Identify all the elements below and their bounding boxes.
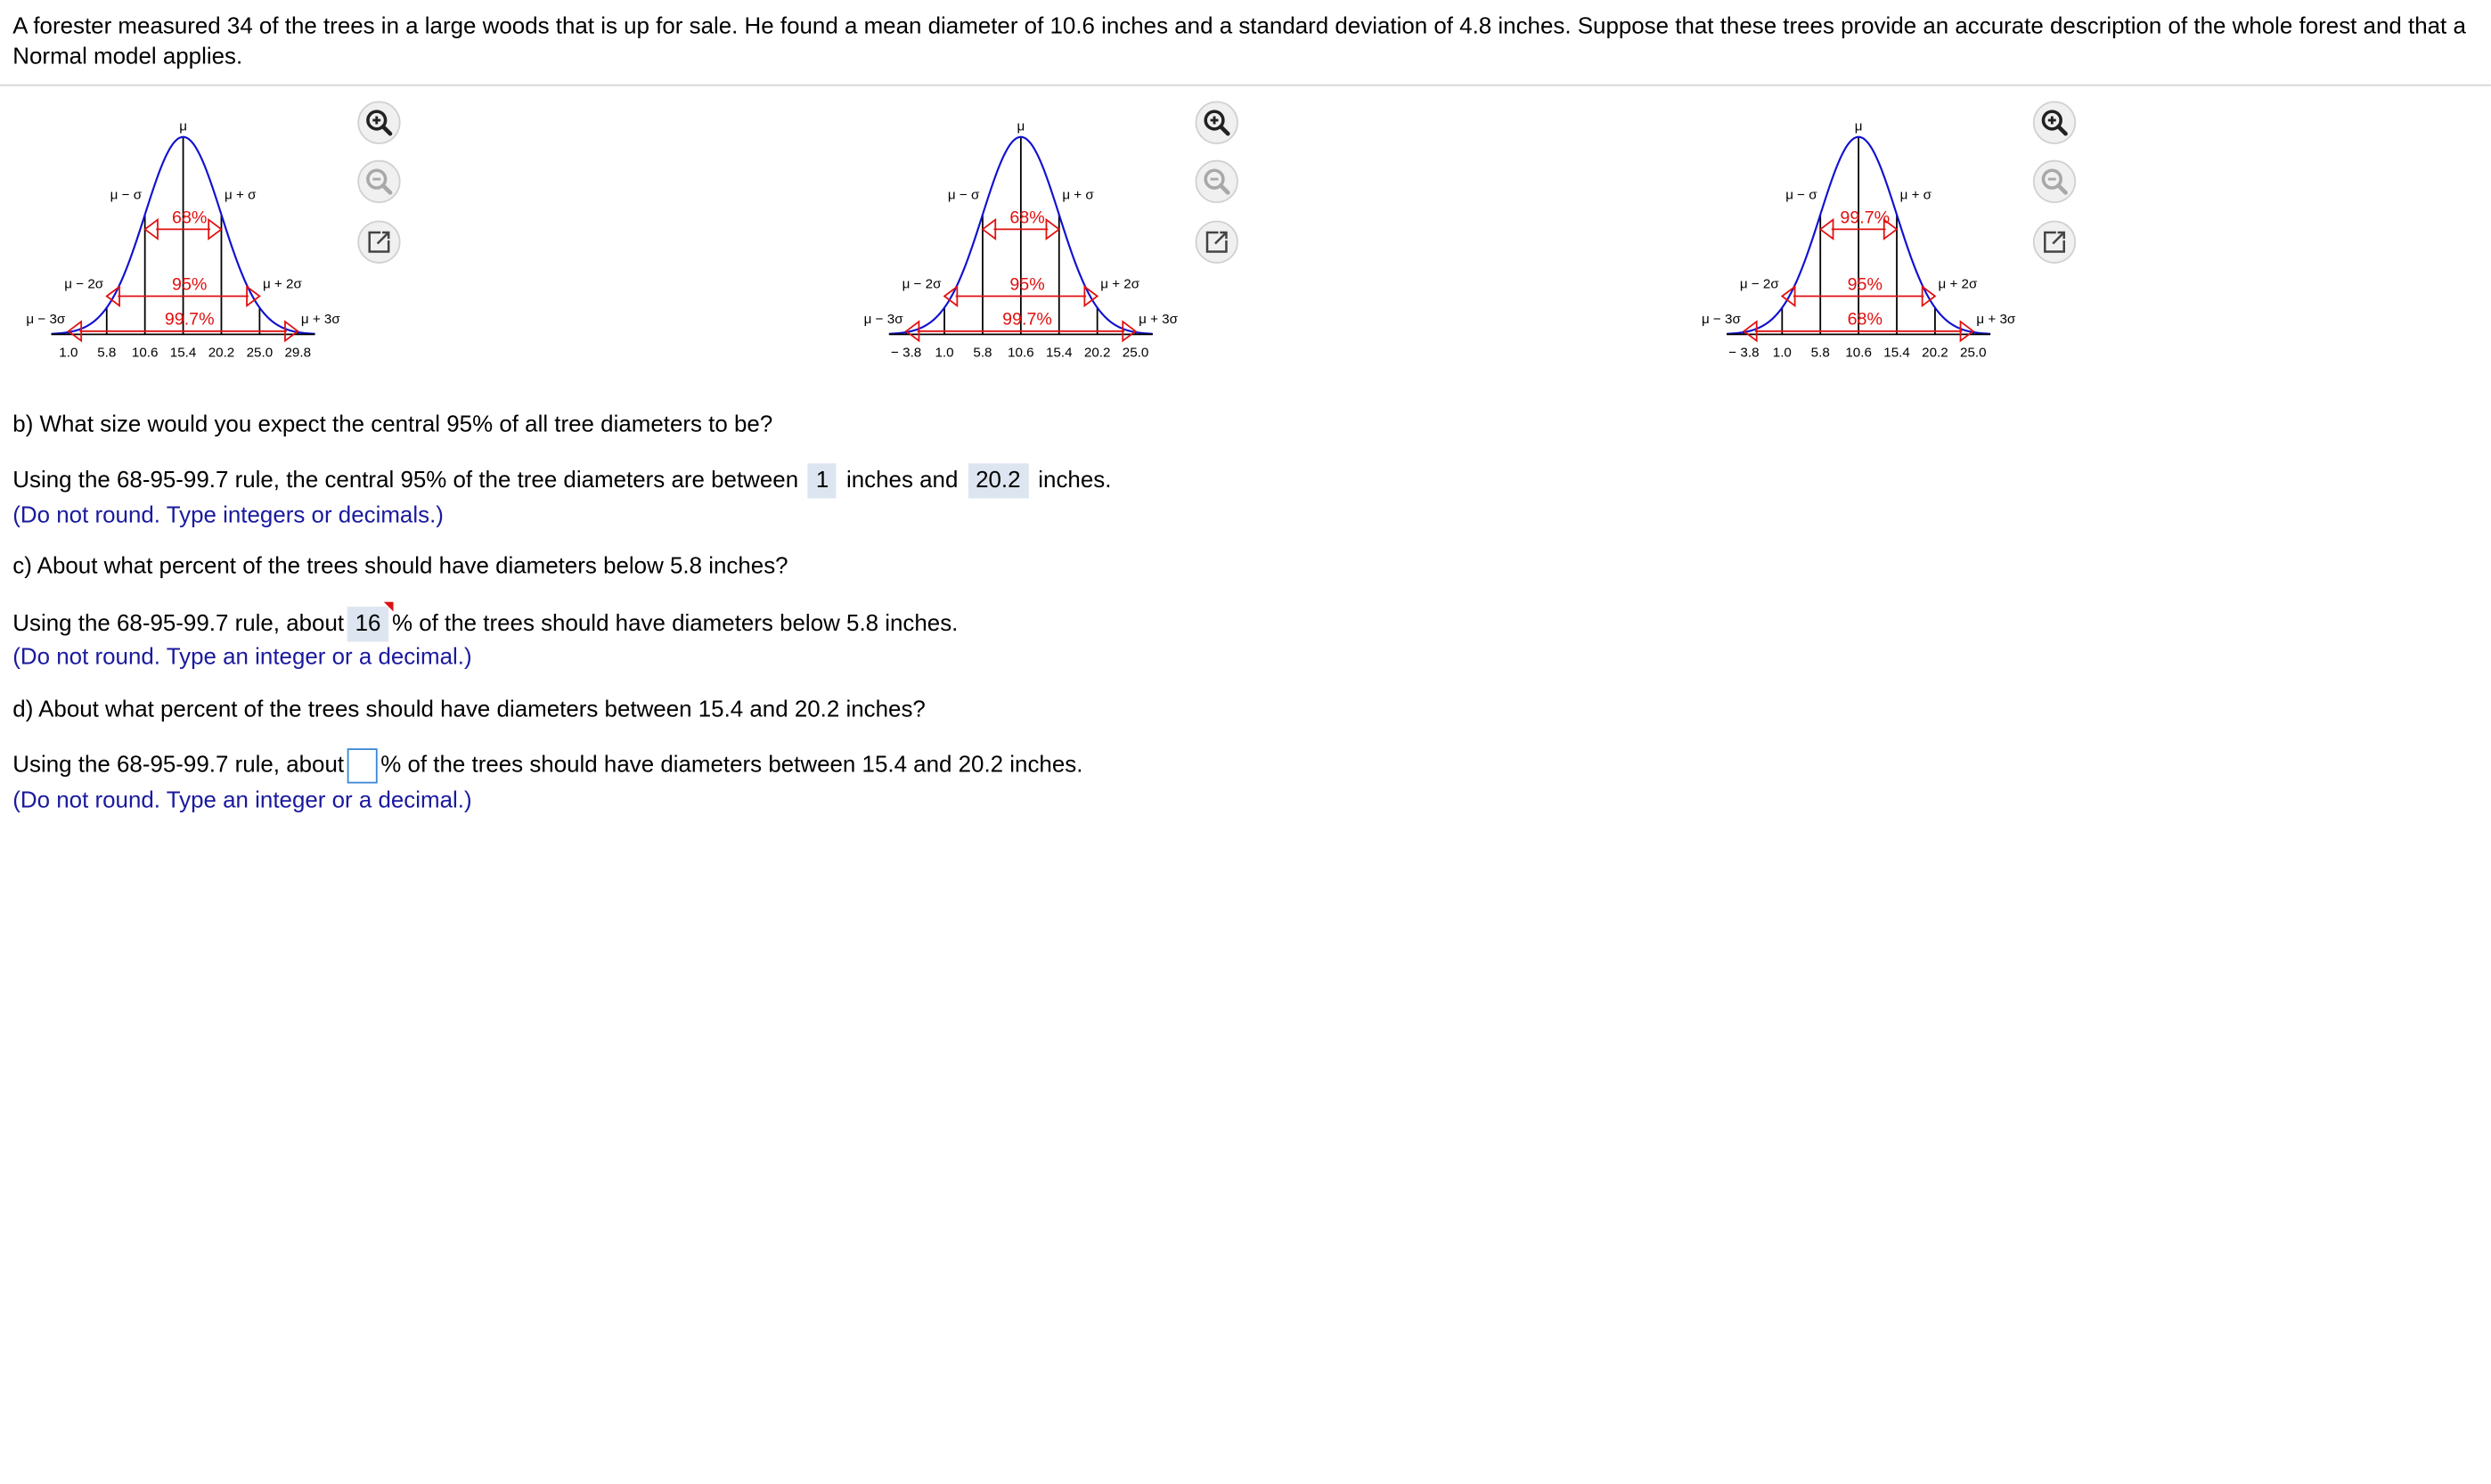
part-d-sentence-end: % of the trees should have diameters between 15.4 and 20.2 inches.	[380, 753, 1083, 779]
part-d-note: (Do not round. Type an integer or a decimal.)	[12, 787, 472, 814]
middle-arrow-label: 95%	[1009, 274, 1045, 295]
part-c-question: c) About what percent of the trees should have diameters below 5.8 inches?	[12, 554, 788, 580]
zoom-in-button[interactable]	[2030, 99, 2079, 147]
zoom-in-button[interactable]	[1193, 99, 1241, 147]
zoom-in-icon[interactable]	[2030, 99, 2079, 147]
tick-label: 5.8	[973, 345, 992, 361]
popout-icon[interactable]	[1193, 218, 1241, 266]
part-d-sentence	[12, 748, 1082, 783]
tick-label: − 3.8	[1728, 345, 1760, 361]
tick-label: 20.2	[1922, 345, 1948, 361]
tick-label: 15.4	[1045, 345, 1073, 361]
button-face	[2034, 102, 2075, 143]
zoom-in-icon[interactable]	[1193, 99, 1241, 147]
middle-arrow-label: 95%	[172, 274, 208, 295]
tick-label: 25.0	[1122, 345, 1149, 361]
mu-minus-2sigma-label: μ − 2σ	[64, 276, 104, 292]
part-d-sentence-start: Using the 68-95-99.7 rule, about	[12, 753, 345, 779]
mu-plus-3sigma-label: μ + 3σ	[1139, 311, 1179, 327]
button-face	[358, 161, 399, 202]
tick-label: 25.0	[246, 345, 274, 361]
mu-plus-sigma-label: μ + σ	[1062, 187, 1094, 203]
tick-label: 20.2	[1083, 345, 1111, 361]
mu-plus-2sigma-label: μ + 2σ	[1938, 276, 1978, 292]
problem-statement: A forester measured 34 of the trees in a large woods that is up for sale. He found a mean diameter of 10.6 inches and a standard deviation of 4.8 inches. Suppose that these trees provide an accurate description of the whole forest and that a Normal model applies.	[12, 14, 2466, 70]
zoom-out-icon[interactable]	[355, 158, 404, 206]
outer-arrow-label: 68%	[1847, 309, 1883, 330]
zoom-out-button[interactable]	[2030, 158, 2079, 206]
normal-model-option-3[interactable]	[1701, 99, 2121, 370]
popout-button[interactable]	[2030, 218, 2079, 266]
mu-plus-sigma-label: μ + σ	[225, 187, 257, 203]
inner-arrow-head-left	[983, 220, 995, 239]
popout-icon[interactable]	[2030, 218, 2079, 266]
popout-button[interactable]	[1193, 218, 1241, 266]
popout-button[interactable]	[355, 218, 404, 266]
zoom-out-icon[interactable]	[2030, 158, 2079, 206]
part-c-sentence-start: Using the 68-95-99.7 rule, about	[12, 611, 345, 638]
mu-label: μ	[1854, 118, 1863, 135]
tick-label: 1.0	[1772, 345, 1792, 361]
tick-label: 5.8	[97, 345, 117, 361]
part-d-question: d) About what percent of the trees should have diameters between 15.4 and 20.2 inches?	[12, 697, 926, 723]
part-d-answer-input[interactable]	[347, 748, 378, 783]
mu-label: μ	[1017, 118, 1025, 135]
part-c-answer[interactable]: 16	[347, 607, 389, 641]
zoom-out-button[interactable]	[355, 158, 404, 206]
mu-minus-2sigma-label: μ − 2σ	[902, 276, 942, 292]
normal-model-option-2[interactable]	[863, 99, 1284, 370]
tick-label: 15.4	[169, 345, 197, 361]
mu-minus-2sigma-label: μ − 2σ	[1739, 276, 1779, 292]
button-face	[2034, 161, 2075, 202]
tick-label: 25.0	[1960, 345, 1987, 361]
zoom-out-button[interactable]	[1193, 158, 1241, 206]
mu-minus-sigma-label: μ − σ	[947, 187, 980, 203]
part-b-sentence	[12, 463, 1111, 498]
divider	[0, 85, 2491, 86]
part-c-sentence-end: % of the trees should have diameters below 5.8 inches.	[391, 611, 959, 638]
middle-arrow-label: 95%	[1847, 274, 1883, 295]
tick-label: 10.6	[131, 345, 159, 361]
mu-minus-3sigma-label: μ − 3σ	[863, 311, 903, 327]
part-c-sentence	[12, 607, 958, 641]
popout-icon[interactable]	[355, 218, 404, 266]
tick-label: 5.8	[1810, 345, 1830, 361]
part-b-question: b) What size would you expect the central 95% of all tree diameters to be?	[12, 412, 773, 438]
mu-minus-sigma-label: μ − σ	[110, 187, 143, 203]
inner-arrow-label: 68%	[172, 208, 208, 228]
mu-minus-sigma-label: μ − σ	[1785, 187, 1817, 203]
tick-label: 29.8	[284, 345, 312, 361]
tick-label: 1.0	[59, 345, 78, 361]
mu-minus-3sigma-label: μ − 3σ	[1701, 311, 1741, 327]
tick-label: 10.6	[1008, 345, 1034, 361]
button-face	[358, 102, 399, 143]
part-b-sentence-start: Using the 68-95-99.7 rule, the central 95% of the tree diameters are between	[12, 468, 799, 494]
part-b-sentence-middle: inches and	[845, 468, 959, 494]
part-b-answer-low[interactable]: 1	[808, 463, 837, 498]
mu-label: μ	[179, 118, 187, 135]
normal-model-option-1[interactable]	[26, 99, 446, 370]
outer-arrow-label: 99.7%	[164, 309, 215, 330]
button-face	[1196, 161, 1237, 202]
mu-minus-3sigma-label: μ − 3σ	[26, 311, 66, 327]
inner-arrow-head-left	[145, 220, 158, 239]
mu-plus-3sigma-label: μ + 3σ	[300, 311, 340, 327]
tick-label: 1.0	[935, 345, 954, 361]
mu-plus-2sigma-label: μ + 2σ	[1100, 276, 1140, 292]
inner-arrow-label: 99.7%	[1840, 208, 1891, 228]
part-b-answer-high[interactable]: 20.2	[968, 463, 1028, 498]
inner-arrow-head-right	[208, 220, 221, 239]
inner-arrow-label: 68%	[1009, 208, 1045, 228]
mu-plus-sigma-label: μ + σ	[1899, 187, 1932, 203]
inner-arrow-head-right	[1046, 220, 1058, 239]
inner-arrow-head-left	[1820, 220, 1833, 239]
tick-label: − 3.8	[891, 345, 922, 361]
zoom-out-icon[interactable]	[1193, 158, 1241, 206]
zoom-in-button[interactable]	[355, 99, 404, 147]
tick-label: 20.2	[208, 345, 235, 361]
part-b-sentence-end: inches.	[1038, 468, 1112, 494]
mu-plus-2sigma-label: μ + 2σ	[262, 276, 302, 292]
outer-arrow-label: 99.7%	[1002, 309, 1052, 330]
tick-label: 10.6	[1845, 345, 1872, 361]
zoom-in-icon[interactable]	[355, 99, 404, 147]
mu-plus-3sigma-label: μ + 3σ	[1976, 311, 2016, 327]
part-c-note: (Do not round. Type an integer or a decimal.)	[12, 644, 472, 671]
part-b-note: (Do not round. Type integers or decimals.)	[12, 502, 444, 529]
tick-label: 15.4	[1883, 345, 1910, 361]
button-face	[1196, 102, 1237, 143]
